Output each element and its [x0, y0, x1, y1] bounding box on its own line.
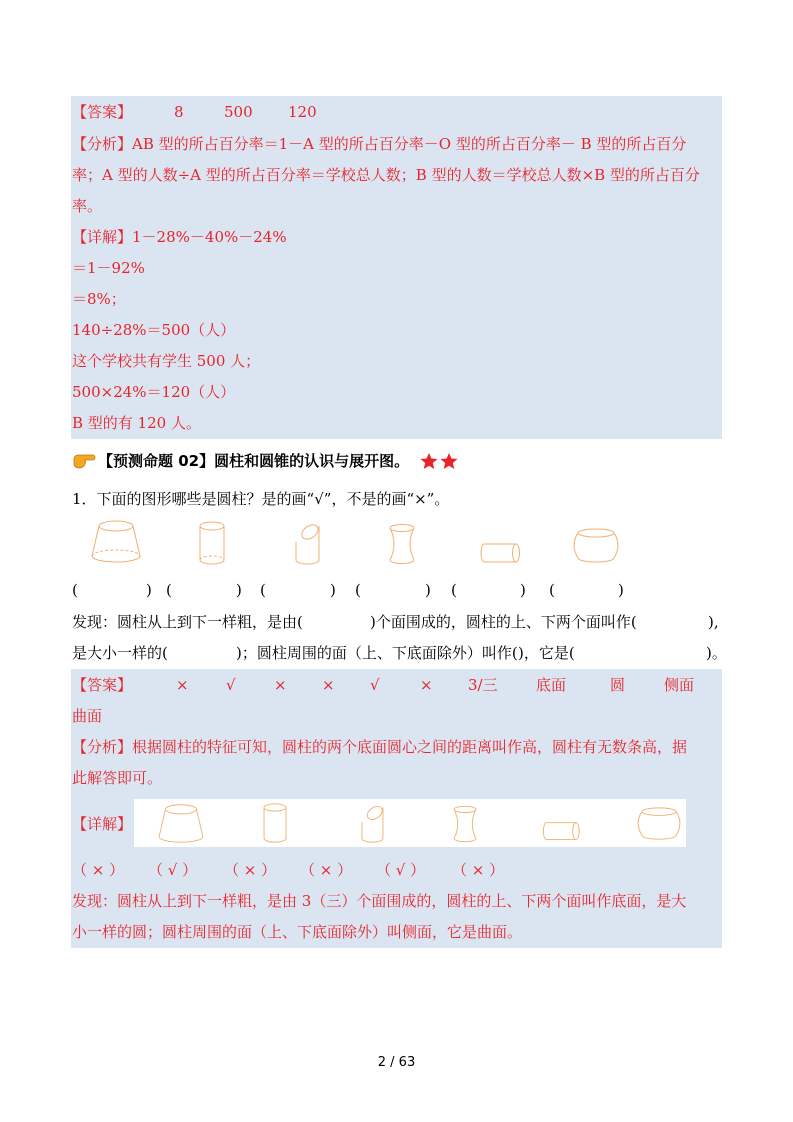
detail-line: 小一样的圆；圆柱周围的面（上、下底面除外）叫侧面，它是曲面。 — [72, 923, 523, 941]
detail-mark: （ × ） — [72, 861, 125, 879]
lying-cylinder-shape — [542, 819, 582, 845]
analysis-line: 此解答即可。 — [72, 769, 163, 787]
blank-open: ( — [72, 581, 78, 599]
lying-cylinder-shape — [480, 540, 522, 568]
analysis-tag: 【分析】 — [72, 738, 133, 756]
answer-value: √ — [226, 676, 236, 694]
answer-row-2 — [72, 675, 722, 695]
detail-line: 发现：圆柱从上到下一样粗，是由 3（三）个面围成的，圆柱的上、下两个面叫作底面，是大 — [72, 892, 687, 910]
question-text: 1．下面的图形哪些是圆柱？是的画“√”，不是的画“×”。 — [72, 490, 450, 508]
analysis-line: 率。 — [72, 197, 103, 215]
answer-value: 3/三 — [468, 676, 498, 694]
answer-value: × — [274, 676, 287, 694]
blank-close: ) — [618, 581, 624, 599]
detail-line: 500×24%＝120（人） — [72, 383, 236, 401]
blank-close: ) — [520, 581, 526, 599]
detail-mark: （ × ） — [224, 861, 277, 879]
detail-line: B 型的有 120 人。 — [72, 414, 201, 432]
blank-close: ) — [146, 581, 152, 599]
blank-close: ) — [236, 581, 242, 599]
cylinder-shape — [196, 520, 228, 566]
blank-open: ( — [260, 581, 266, 599]
analysis-tag: 【分析】 — [72, 135, 133, 153]
analysis-text: 根据圆柱的特征可知，圆柱的两个底面圆心之间的距离叫作高，圆柱有无数条高，据 — [132, 738, 688, 756]
answer-value: × — [322, 676, 335, 694]
answer-tag: 【答案】 — [72, 676, 133, 694]
answer-value: 底面 — [536, 676, 567, 694]
detail-line: 140÷28%＝500（人） — [72, 321, 236, 339]
blank-close: ) — [425, 581, 431, 599]
detail-line: ＝1－92% — [72, 259, 145, 277]
answer-value: × — [420, 676, 433, 694]
detail-line — [72, 227, 287, 247]
fill-text: )。 — [706, 644, 727, 662]
answer-extra: 曲面 — [72, 707, 103, 725]
slanted-cylinder-shape — [358, 802, 386, 844]
detail-line: 这个学校共有学生 500 人； — [72, 352, 261, 370]
section-title: 【预测命题 02】圆柱和圆锥的认识与展开图。 — [98, 452, 410, 470]
hourglass-shape — [386, 522, 418, 566]
difficulty-stars — [420, 452, 460, 474]
barrel-shape — [570, 526, 622, 566]
answer-value: × — [176, 676, 189, 694]
slanted-cylinder-shape — [292, 520, 322, 566]
detail-tag: 【详解】 — [72, 228, 133, 246]
answer-value: √ — [370, 676, 380, 694]
blank-open: ( — [355, 581, 361, 599]
cylinder-shape — [260, 802, 290, 844]
answer-value: 侧面 — [664, 676, 695, 694]
detail-tag: 【详解】 — [72, 815, 133, 833]
analysis-line — [72, 737, 687, 757]
detail-mark: （ √ ） — [148, 861, 198, 879]
analysis-line: 率；A 型的人数÷A 型的所占百分率＝学校总人数；B 型的人数＝学校总人数×B 型的所占百分 — [72, 166, 700, 184]
answer-value: 8 — [174, 103, 184, 121]
frustum-shape — [156, 802, 206, 844]
analysis-line — [72, 134, 686, 154]
detail-mark: （ √ ） — [376, 861, 426, 879]
detail-shape-strip — [134, 799, 686, 847]
detail-mark: （ × ） — [452, 861, 505, 879]
fill-text: )；圆柱周围的面（上、下底面除外）叫作( — [236, 644, 518, 662]
blank-open: ( — [549, 581, 555, 599]
detail-text: 1－28%－40%－24% — [132, 228, 287, 246]
detail-mark: （ × ） — [300, 861, 353, 879]
star-icon — [420, 452, 460, 470]
analysis-text: AB 型的所占百分率＝1－A 型的所占百分率－O 型的所占百分率－ B 型的所占百分 — [132, 135, 687, 153]
detail-line: ＝8%； — [72, 290, 126, 308]
fill-text: 发现：圆柱从上到下一样粗，是由( — [72, 613, 303, 631]
blank-open: ( — [451, 581, 457, 599]
fill-text: )个面围成的，圆柱的上、下两个面叫作( — [370, 613, 637, 631]
pointing-hand-icon — [72, 451, 96, 469]
answer-value: 120 — [288, 103, 317, 121]
answer-tag: 【答案】 — [72, 103, 133, 121]
answer-row-1 — [72, 102, 722, 122]
fill-text: )，它是( — [518, 644, 575, 662]
hourglass-shape — [450, 804, 480, 844]
frustum-shape — [90, 518, 142, 564]
fill-text: 是大小一样的( — [72, 644, 168, 662]
answer-value: 500 — [224, 103, 253, 121]
blank-open: ( — [166, 581, 172, 599]
page-number: 2 / 63 — [377, 1055, 416, 1070]
barrel-shape — [634, 805, 684, 843]
blank-close: ) — [330, 581, 336, 599]
answer-value: 圆 — [610, 676, 626, 694]
fill-text: ), — [708, 613, 719, 631]
